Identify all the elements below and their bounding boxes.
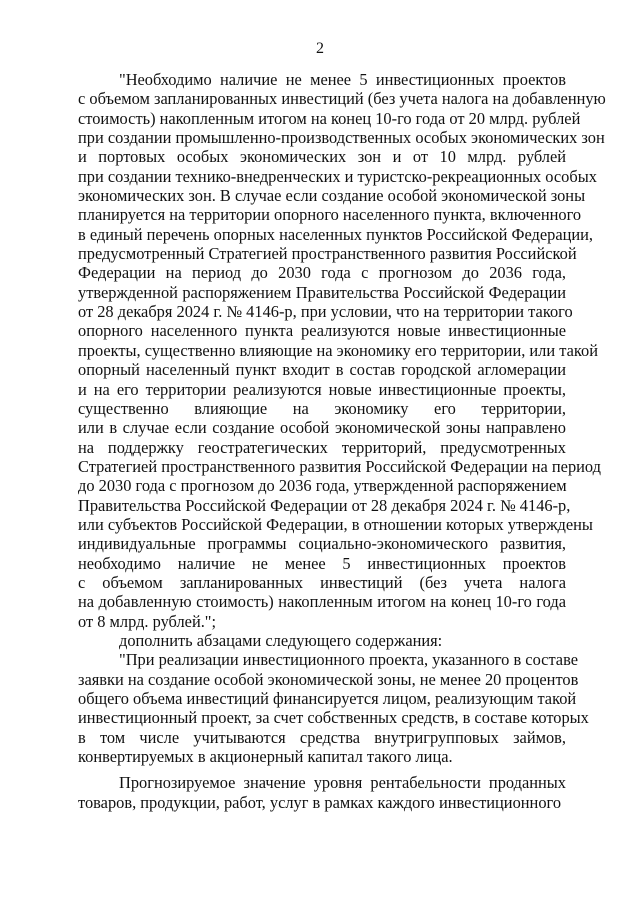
text-line: стоимость) накопленным итогом на конец 10-го года от 20 млрд. рублей <box>78 108 581 128</box>
text-line: "Необходимо наличие не менее 5 инвестиционных проектов <box>119 70 566 89</box>
text-line: с объемом запланированных инвестиций (без учета налога <box>78 572 566 592</box>
text-line: от 28 декабря 2024 г. № 4146-р, при условии, что на территории такого <box>78 302 573 322</box>
text-line: конвертируемых в акционерный капитал такого лица. <box>78 747 453 767</box>
paragraph <box>78 631 566 650</box>
text-line: общего объема инвестиций финансируется лицом, реализующим такой <box>78 689 577 708</box>
text-line: экономических зон. В случае если создание особой экономической зоны <box>78 186 586 206</box>
text-line: от 8 млрд. рублей."; <box>78 611 217 631</box>
text-line: "При реализации инвестиционного проекта, указанного в составе <box>119 650 579 670</box>
text-line: при создании технико-внедренческих и туристско-рекреационных особых <box>78 166 597 186</box>
text-line: товаров, продукции, работ, услуг в рамках каждого инвестиционного <box>78 792 562 812</box>
text-line: дополнить абзацами следующего содержания: <box>119 630 443 650</box>
paragraph <box>78 650 589 767</box>
text-line: заявки на создание особой экономической зоны, не менее 20 процентов <box>78 669 579 689</box>
text-line: Стратегией пространственного развития Российской Федерации на период <box>78 456 601 476</box>
text-line: на добавленную стоимость) накопленным итогом на конец 10-го года <box>78 592 566 612</box>
text-line: необходимо наличие не менее 5 инвестиционных проектов <box>78 553 566 573</box>
paragraph <box>78 773 566 812</box>
text-line: опорный населенный пункт входит в состав городской агломерации <box>78 360 566 380</box>
text-line: в том числе учитываются средства внутригрупповых займов, <box>78 727 566 747</box>
text-line: Федерации на период до 2030 года с прогнозом до 2036 года, <box>78 263 566 283</box>
text-line: опорного населенного пункта реализуются новые инвестиционные <box>78 321 566 341</box>
text-line: Правительства Российской Федерации от 28 декабря 2024 г. № 4146-р, <box>78 495 571 515</box>
text-line: с объемом запланированных инвестиций (без учета налога на добавленную <box>78 89 606 109</box>
text-line: на поддержку геостратегических территорий, предусмотренных <box>78 437 566 457</box>
text-line: и портовых особых экономических зон и от 10 млрд. рублей <box>78 147 566 167</box>
text-line: предусмотренный Стратегией пространственного развития Российской <box>78 244 577 264</box>
text-line: или субъектов Российской Федерации, в отношении которых утверждены <box>78 514 593 534</box>
text-line: и на его территории реализуются новые инвестиционные проекты, <box>78 379 566 399</box>
text-line: до 2030 года с прогнозом до 2036 года, утвержденной распоряжением <box>78 476 567 496</box>
text-line: инвестиционный проект, за счет собственных средств, в составе которых <box>78 708 589 728</box>
text-line: проекты, существенно влияющие на экономику его территории, или такой <box>78 340 598 360</box>
text-line: индивидуальные программы социально-экономического развития, <box>78 534 566 554</box>
text-line: при создании промышленно-производственных особых экономических зон <box>78 128 605 148</box>
page-number: 2 <box>316 40 324 57</box>
text-line: утвержденной распоряжением Правительства Российской Федерации <box>78 282 566 302</box>
document-body <box>78 70 606 812</box>
text-line: планируется на территории опорного населенного пункта, включенного <box>78 205 582 225</box>
text-line: в единый перечень опорных населенных пунктов Российской Федерации, <box>78 224 594 244</box>
text-line: или в случае если создание особой экономической зоны направлено <box>78 418 566 438</box>
text-line: существенно влияющие на экономику его территории, <box>78 398 566 418</box>
text-line: Прогнозируемое значение уровня рентабельности проданных <box>119 773 566 793</box>
paragraph <box>78 70 606 631</box>
